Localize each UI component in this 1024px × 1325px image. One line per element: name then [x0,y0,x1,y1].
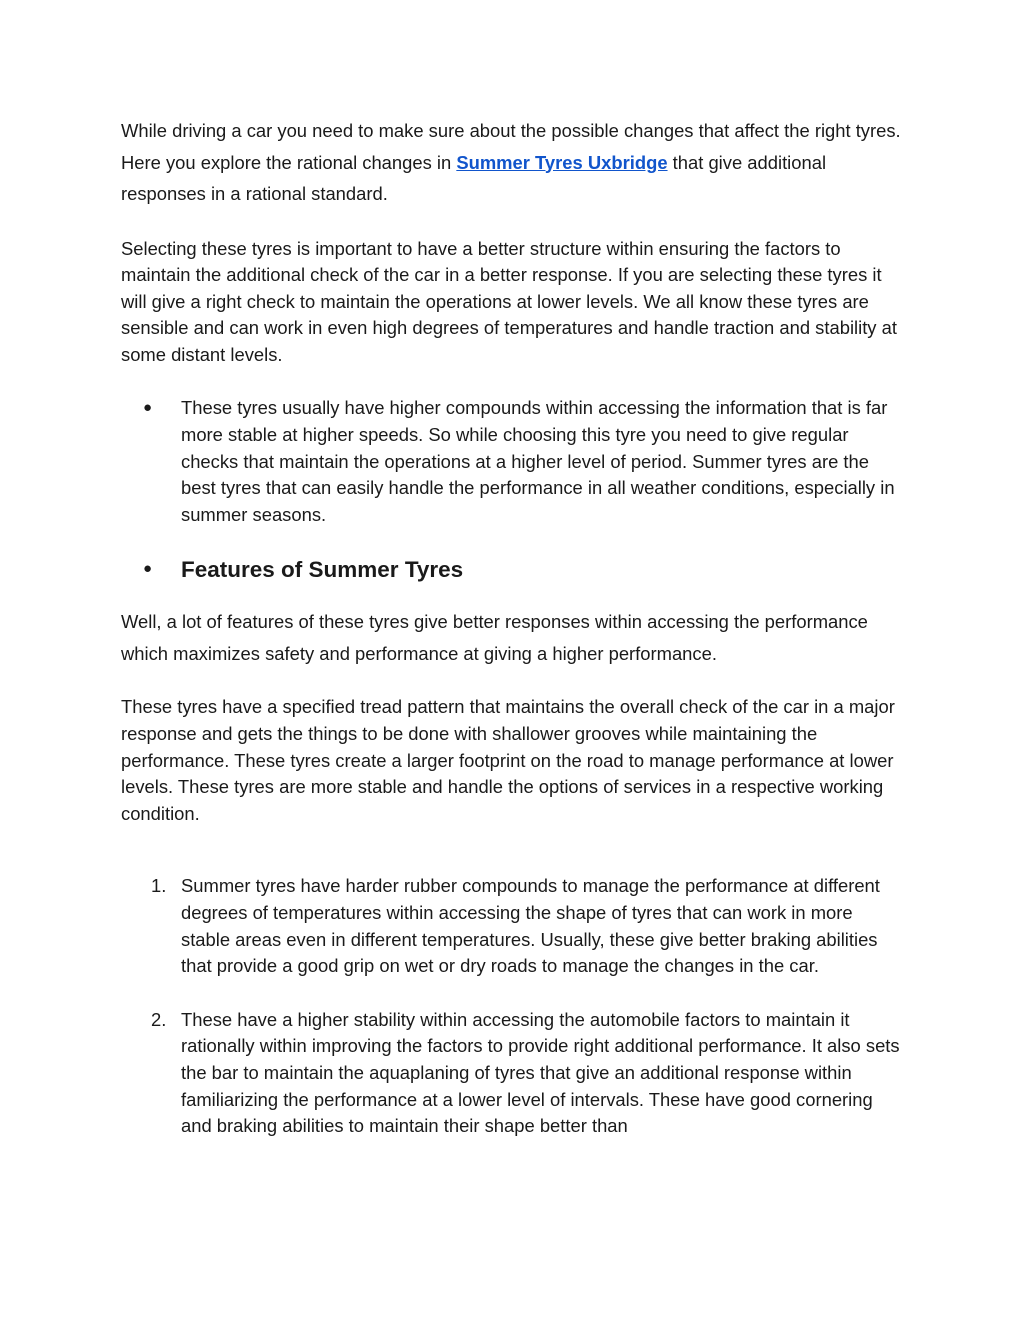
bullet-list [121,395,906,528]
list-item [121,873,906,979]
list-number: 2. [151,1008,167,1030]
intro-text-start: While driving a car you need to make sure about the possible changes that affect the right tyres. Here you explore the rational changes in [121,120,901,173]
section-heading: Features of Summer Tyres [181,557,464,583]
summer-tyres-uxbridge-link[interactable]: Summer Tyres Uxbridge [456,151,668,173]
bullet-icon: ● [143,560,153,578]
intro-paragraph [121,115,906,210]
tread-pattern-paragraph: These tyres have a specified tread pattern that maintains the overall check of the car in a major response and gets the things to be done with shallower grooves while maintaining the performance. These tyres create a larger footprint on the road to manage performance at lower levels. These tyres are more stable and handle the options of services in a respective working condition. [121,696,895,824]
list-item-text: These have a higher stability within accessing the automobile factors to maintain it rationally within improving the factors to provide right additional performance. It also sets the bar to maintain the aquaplaning of tyres that give an additional response within familiarizing the performance at a lower level of intervals. These have good cornering and braking abilities to maintain their shape better than [181,1008,900,1137]
features-paragraph: Well, a lot of features of these tyres give better responses within accessing the performance which maximizes safety and performance at giving a higher performance. [121,611,868,664]
bullet-text: These tyres usually have higher compounds within accessing the information that is far more stable at higher speeds. So while choosing this tyre you need to give regular checks that maintain the operations at a higher level of period. Summer tyres are the best tyres that can easily handle the performance in all weather conditions, especially in summer seasons. [181,397,895,525]
list-item-text: Summer tyres have harder rubber compounds to manage the performance at different degrees of temperatures within accessing the shape of tyres that can work in more stable areas even in different temperatures. Usually, these give better braking abilities that provide a good grip on wet or dry roads to manage the changes in the car. [181,875,880,977]
selecting-tyres-paragraph: Selecting these tyres is important to have a better structure within ensuring the factors to maintain the additional check of the car in a better response. If you are selecting these tyres it will give a right check to maintain the operations at lower levels. We all know these tyres are sensible and can work in even high degrees of temperatures and handle traction and stability at some distant levels. [121,237,897,365]
numbered-list [121,873,906,1139]
intro-text-end: that give additional responses in a rational standard. [121,151,827,204]
list-number: 1. [151,875,167,897]
list-item [121,1007,906,1140]
document-page [121,115,906,1140]
list-item [121,395,906,528]
bullet-icon: ● [143,399,153,417]
features-heading-item [121,550,906,590]
